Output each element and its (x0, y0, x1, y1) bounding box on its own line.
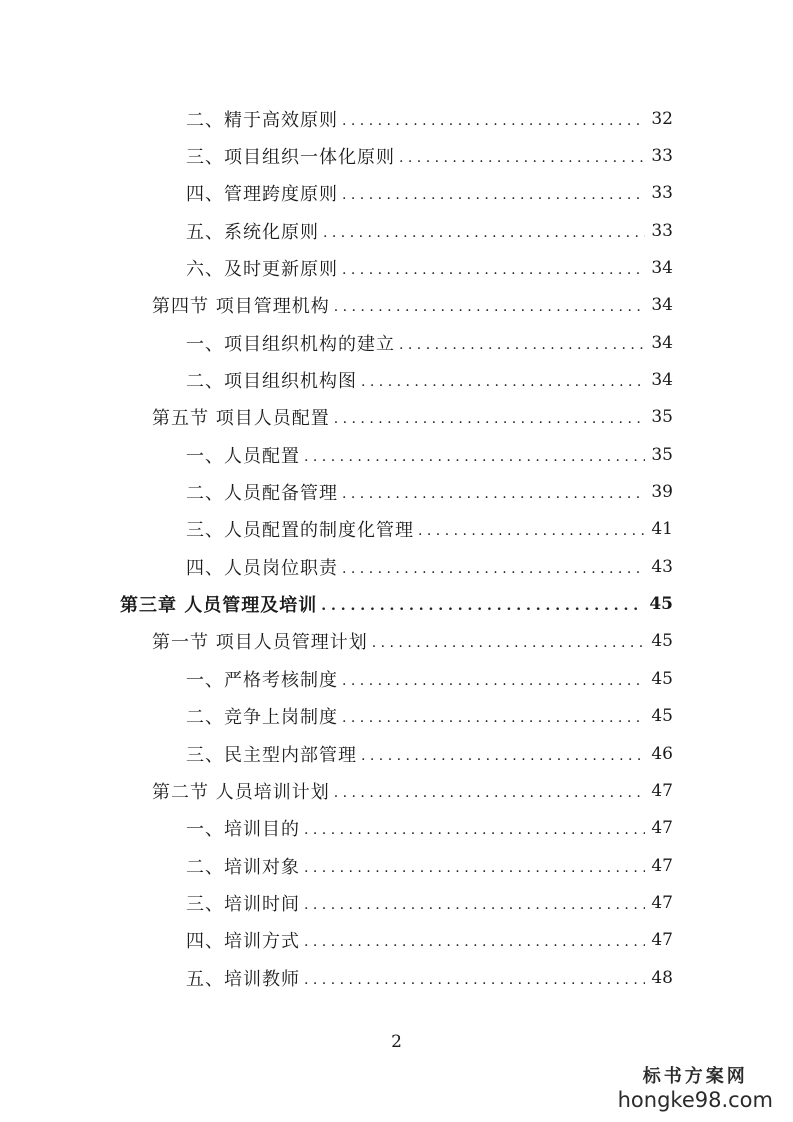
toc-entry[interactable] (0, 100, 793, 137)
toc-entry-page: 34 (651, 295, 673, 316)
toc-leader-dots (304, 860, 645, 876)
toc-entry[interactable] (0, 361, 793, 398)
toc-leader-dots (342, 187, 645, 203)
toc-entry-title: 一、人员配置 (186, 445, 300, 467)
toc-section-entry[interactable] (0, 399, 793, 436)
toc-entry-page: 32 (651, 108, 673, 129)
toc-entry-page: 33 (651, 146, 673, 167)
table-of-contents (0, 100, 793, 996)
toc-leader-dots (399, 337, 645, 353)
toc-entry[interactable] (0, 884, 793, 921)
toc-entry[interactable] (0, 473, 793, 510)
toc-chapter-entry[interactable] (0, 585, 793, 622)
toc-leader-dots (342, 710, 645, 726)
toc-leader-dots (304, 934, 645, 950)
toc-entry-page: 43 (651, 556, 673, 577)
toc-entry-page: 48 (651, 967, 673, 988)
watermark-name: 标书方案网 (642, 1066, 748, 1087)
toc-entry[interactable] (0, 137, 793, 174)
toc-leader-dots (304, 972, 645, 988)
toc-entry-title: 二、竞争上岗制度 (186, 707, 338, 729)
toc-entry[interactable] (0, 735, 793, 772)
toc-entry[interactable] (0, 175, 793, 212)
toc-leader-dots (418, 523, 645, 539)
toc-entry-page: 41 (651, 519, 673, 540)
toc-entry-page: 34 (651, 370, 673, 391)
toc-entry-title: 一、培训目的 (186, 819, 300, 841)
toc-entry-page: 47 (651, 855, 673, 876)
toc-entry-title: 三、培训时间 (186, 893, 300, 915)
toc-leader-dots (304, 822, 645, 838)
toc-leader-dots (372, 635, 645, 651)
toc-leader-dots (304, 449, 645, 465)
toc-entry[interactable] (0, 436, 793, 473)
toc-entry[interactable] (0, 698, 793, 735)
toc-leader-dots (334, 299, 645, 315)
toc-entry-title: 二、人员配备管理 (186, 483, 338, 505)
toc-leader-dots (342, 561, 645, 577)
toc-leader-dots (323, 225, 645, 241)
toc-section-entry[interactable] (0, 287, 793, 324)
toc-leader-dots (342, 486, 645, 502)
toc-entry-title: 三、项目组织一体化原则 (186, 147, 395, 169)
toc-entry-page: 35 (651, 407, 673, 428)
toc-leader-dots (342, 673, 645, 689)
toc-leader-dots (399, 150, 645, 166)
toc-entry-title: 二、项目组织机构图 (186, 371, 357, 393)
toc-leader-dots (361, 748, 645, 764)
toc-leader-dots (342, 113, 645, 129)
toc-leader-dots (361, 374, 645, 390)
toc-entry-title: 第三章 人员管理及培训 (120, 595, 318, 617)
toc-entry-page: 34 (651, 332, 673, 353)
toc-entry-page: 47 (651, 818, 673, 839)
toc-entry[interactable] (0, 212, 793, 249)
toc-leader-dots (321, 598, 643, 614)
toc-entry-title: 三、人员配置的制度化管理 (186, 520, 414, 542)
toc-section-entry[interactable] (0, 623, 793, 660)
toc-entry-title: 四、管理跨度原则 (186, 184, 338, 206)
toc-entry-title: 五、培训教师 (186, 968, 300, 990)
toc-entry-page: 47 (651, 892, 673, 913)
toc-leader-dots (334, 785, 645, 801)
toc-entry-title: 第四节 项目管理机构 (152, 296, 330, 318)
toc-entry-page: 47 (651, 930, 673, 951)
toc-entry-title: 六、及时更新原则 (186, 259, 338, 281)
toc-entry-title: 五、系统化原则 (186, 221, 319, 243)
toc-entry-page: 47 (651, 780, 673, 801)
toc-entry-page: 33 (651, 220, 673, 241)
watermark-logo (618, 1066, 773, 1112)
toc-leader-dots (304, 897, 645, 913)
toc-entry-title: 一、严格考核制度 (186, 669, 338, 691)
toc-entry-page: 45 (651, 631, 673, 652)
toc-entry-title: 四、培训方式 (186, 931, 300, 953)
toc-entry-title: 二、精于高效原则 (186, 109, 338, 131)
toc-entry-title: 四、人员岗位职责 (186, 557, 338, 579)
toc-entry-page: 34 (651, 258, 673, 279)
toc-entry-title: 第二节 人员培训计划 (152, 781, 330, 803)
toc-entry-page: 35 (651, 444, 673, 465)
watermark-url: hongke98.com (617, 1088, 773, 1112)
toc-entry-title: 三、民主型内部管理 (186, 744, 357, 766)
toc-entry-page: 45 (651, 706, 673, 727)
toc-section-entry[interactable] (0, 772, 793, 809)
toc-entry-page: 33 (651, 183, 673, 204)
toc-entry-title: 第一节 项目人员管理计划 (152, 632, 368, 654)
toc-entry-page: 45 (649, 594, 673, 615)
toc-leader-dots (342, 262, 645, 278)
toc-entry[interactable] (0, 511, 793, 548)
toc-entry[interactable] (0, 324, 793, 361)
toc-entry-page: 46 (651, 743, 673, 764)
toc-entry-title: 一、项目组织机构的建立 (186, 333, 395, 355)
toc-entry-title: 第五节 项目人员配置 (152, 408, 330, 430)
toc-entry[interactable] (0, 660, 793, 697)
toc-entry-page: 39 (651, 482, 673, 503)
toc-entry[interactable] (0, 847, 793, 884)
toc-leader-dots (334, 411, 645, 427)
toc-entry[interactable] (0, 548, 793, 585)
toc-entry[interactable] (0, 922, 793, 959)
toc-entry[interactable] (0, 249, 793, 286)
toc-entry[interactable] (0, 959, 793, 996)
page-number: 2 (391, 1032, 402, 1052)
toc-entry-title: 二、培训对象 (186, 856, 300, 878)
toc-entry-page: 45 (651, 668, 673, 689)
toc-entry[interactable] (0, 810, 793, 847)
